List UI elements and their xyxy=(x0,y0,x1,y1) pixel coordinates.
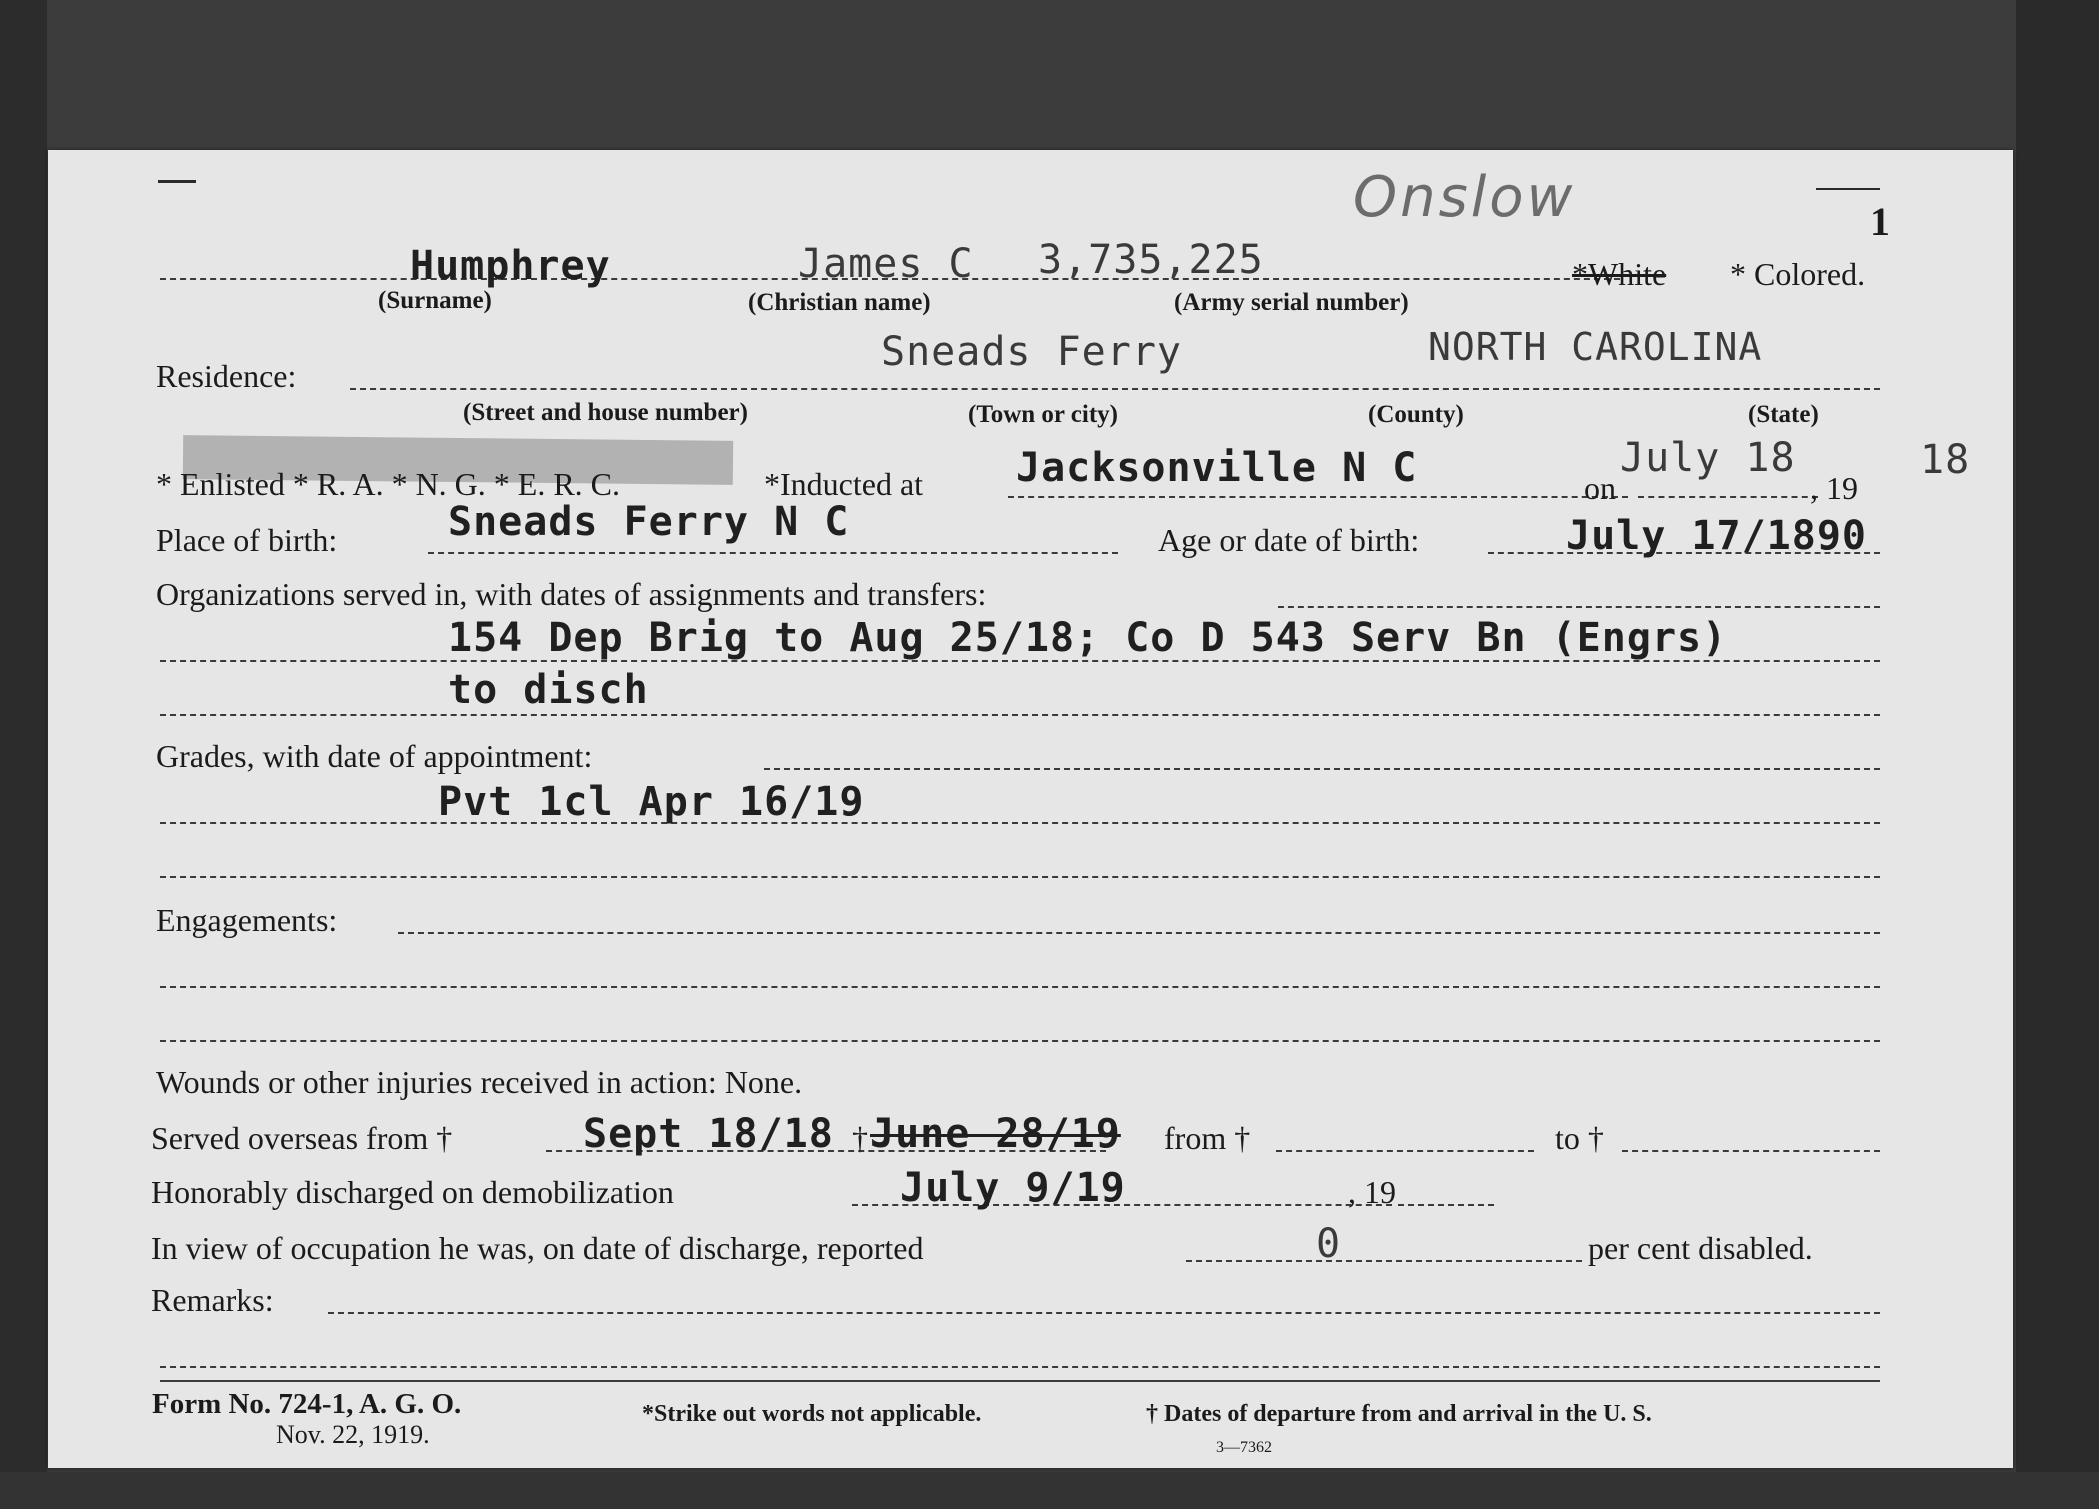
overseas-to-2-label: to † xyxy=(1555,1120,1604,1156)
overseas-from-1: Sept 18/18 xyxy=(583,1111,834,1157)
inducted-rule xyxy=(1008,496,1628,498)
birth-date-value: July 17/1890 xyxy=(1566,513,1867,559)
grades-rule-1 xyxy=(160,822,1880,824)
town-caption: (Town or city) xyxy=(968,401,1118,428)
footer-divider xyxy=(160,1380,1880,1382)
grades-label: Grades, with date of appointment: xyxy=(156,738,593,774)
card-number: 1 xyxy=(1870,199,1890,244)
serial-number-value: 3,735,225 xyxy=(1038,237,1264,283)
disability-rule xyxy=(1186,1260,1582,1262)
discharge-date: July 9/19 xyxy=(900,1165,1126,1211)
colored-label: * Colored. xyxy=(1730,256,1866,292)
wounds-label: Wounds or other injuries received in action: None. xyxy=(156,1064,803,1100)
overseas-to-dagger: † xyxy=(852,1120,868,1156)
grades-rule-2 xyxy=(160,876,1880,878)
card-number-rule xyxy=(1816,188,1880,190)
street-caption: (Street and house number) xyxy=(463,399,748,426)
grades-rule-0 xyxy=(764,768,1880,770)
print-code: 3—7362 xyxy=(1216,1439,1272,1456)
dagger-note: † Dates of departure from and arrival in the U. S. xyxy=(1146,1401,1652,1427)
surname-caption: (Surname) xyxy=(378,287,492,314)
discharge-year-suffix: , 19 xyxy=(1348,1174,1396,1210)
form-date: Nov. 22, 1919. xyxy=(276,1420,430,1449)
county-caption: (County) xyxy=(1368,401,1464,428)
overseas-from-2-label: from † xyxy=(1164,1120,1251,1156)
inducted-label: *Inducted at xyxy=(764,466,924,502)
engagements-label: Engagements: xyxy=(156,902,338,938)
background-right xyxy=(2016,0,2099,1509)
remarks-rule-0 xyxy=(328,1312,1880,1314)
on-label: on xyxy=(1584,470,1616,506)
engagements-rule-1 xyxy=(160,986,1880,988)
grades-line-1: Pvt 1cl Apr 16/19 xyxy=(438,779,865,825)
inducted-place: Jacksonville N C xyxy=(1016,445,1418,491)
state-caption: (State) xyxy=(1748,401,1819,428)
form-number: Form No. 724-1, A. G. O. xyxy=(152,1388,462,1420)
background-top xyxy=(0,0,2099,152)
background-left xyxy=(0,0,47,1509)
place-of-birth-rule xyxy=(428,552,1118,554)
christian-name-value: James C xyxy=(798,241,974,287)
residence-label: Residence: xyxy=(156,358,297,394)
engagements-rule-2 xyxy=(160,1040,1880,1042)
inducted-year-prefix: , 19 xyxy=(1810,470,1858,506)
engagements-rule-0 xyxy=(398,932,1880,934)
strike-note: *Strike out words not applicable. xyxy=(642,1401,982,1427)
residence-rule xyxy=(350,388,1880,390)
organizations-label: Organizations served in, with dates of assignments and transfers: xyxy=(156,576,987,612)
white-label: *White xyxy=(1572,256,1667,292)
disability-suffix: per cent disabled. xyxy=(1588,1230,1813,1266)
remarks-label: Remarks: xyxy=(151,1282,274,1318)
disability-percent: 0 xyxy=(1316,1221,1342,1267)
christian-caption: (Christian name) xyxy=(748,289,931,316)
background-bottom xyxy=(0,1472,2099,1509)
organizations-line-2: to disch xyxy=(448,667,649,713)
county-handwritten: Onslow xyxy=(1353,165,1576,230)
place-of-birth-value: Sneads Ferry N C xyxy=(448,499,850,545)
place-of-birth-label: Place of birth: xyxy=(156,522,338,558)
inducted-year: 18 xyxy=(1920,437,1971,483)
overseas-label: Served overseas from † xyxy=(151,1120,453,1156)
residence-town: Sneads Ferry xyxy=(881,329,1182,375)
inducted-date: July 18 xyxy=(1620,435,1796,481)
overseas-rule-2 xyxy=(1276,1150,1534,1152)
overseas-to-1: June 28/19 xyxy=(870,1111,1121,1157)
overseas-rule-3 xyxy=(1622,1150,1880,1152)
remarks-rule-1 xyxy=(160,1366,1880,1368)
discharge-label: Honorably discharged on demobilization xyxy=(151,1174,674,1210)
organizations-rule-0 xyxy=(1278,606,1880,608)
service-record-card xyxy=(48,150,2013,1468)
disability-label: In view of occupation he was, on date of discharge, reported xyxy=(151,1230,924,1266)
discharge-year-rule xyxy=(1398,1204,1494,1206)
surname-value: Humphrey xyxy=(410,243,611,289)
organizations-rule-2 xyxy=(160,714,1880,716)
residence-state: NORTH CAROLINA xyxy=(1428,325,1763,369)
enlisted-label: * Enlisted * R. A. * N. G. * E. R. C. xyxy=(156,466,621,502)
organizations-line-1: 154 Dep Brig to Aug 25/18; Co D 543 Serv Bn (Engrs) xyxy=(448,615,1728,661)
age-label: Age or date of birth: xyxy=(1158,522,1420,558)
corner-dash xyxy=(158,180,196,183)
serial-caption: (Army serial number) xyxy=(1174,289,1409,316)
on-rule xyxy=(1638,496,1818,498)
